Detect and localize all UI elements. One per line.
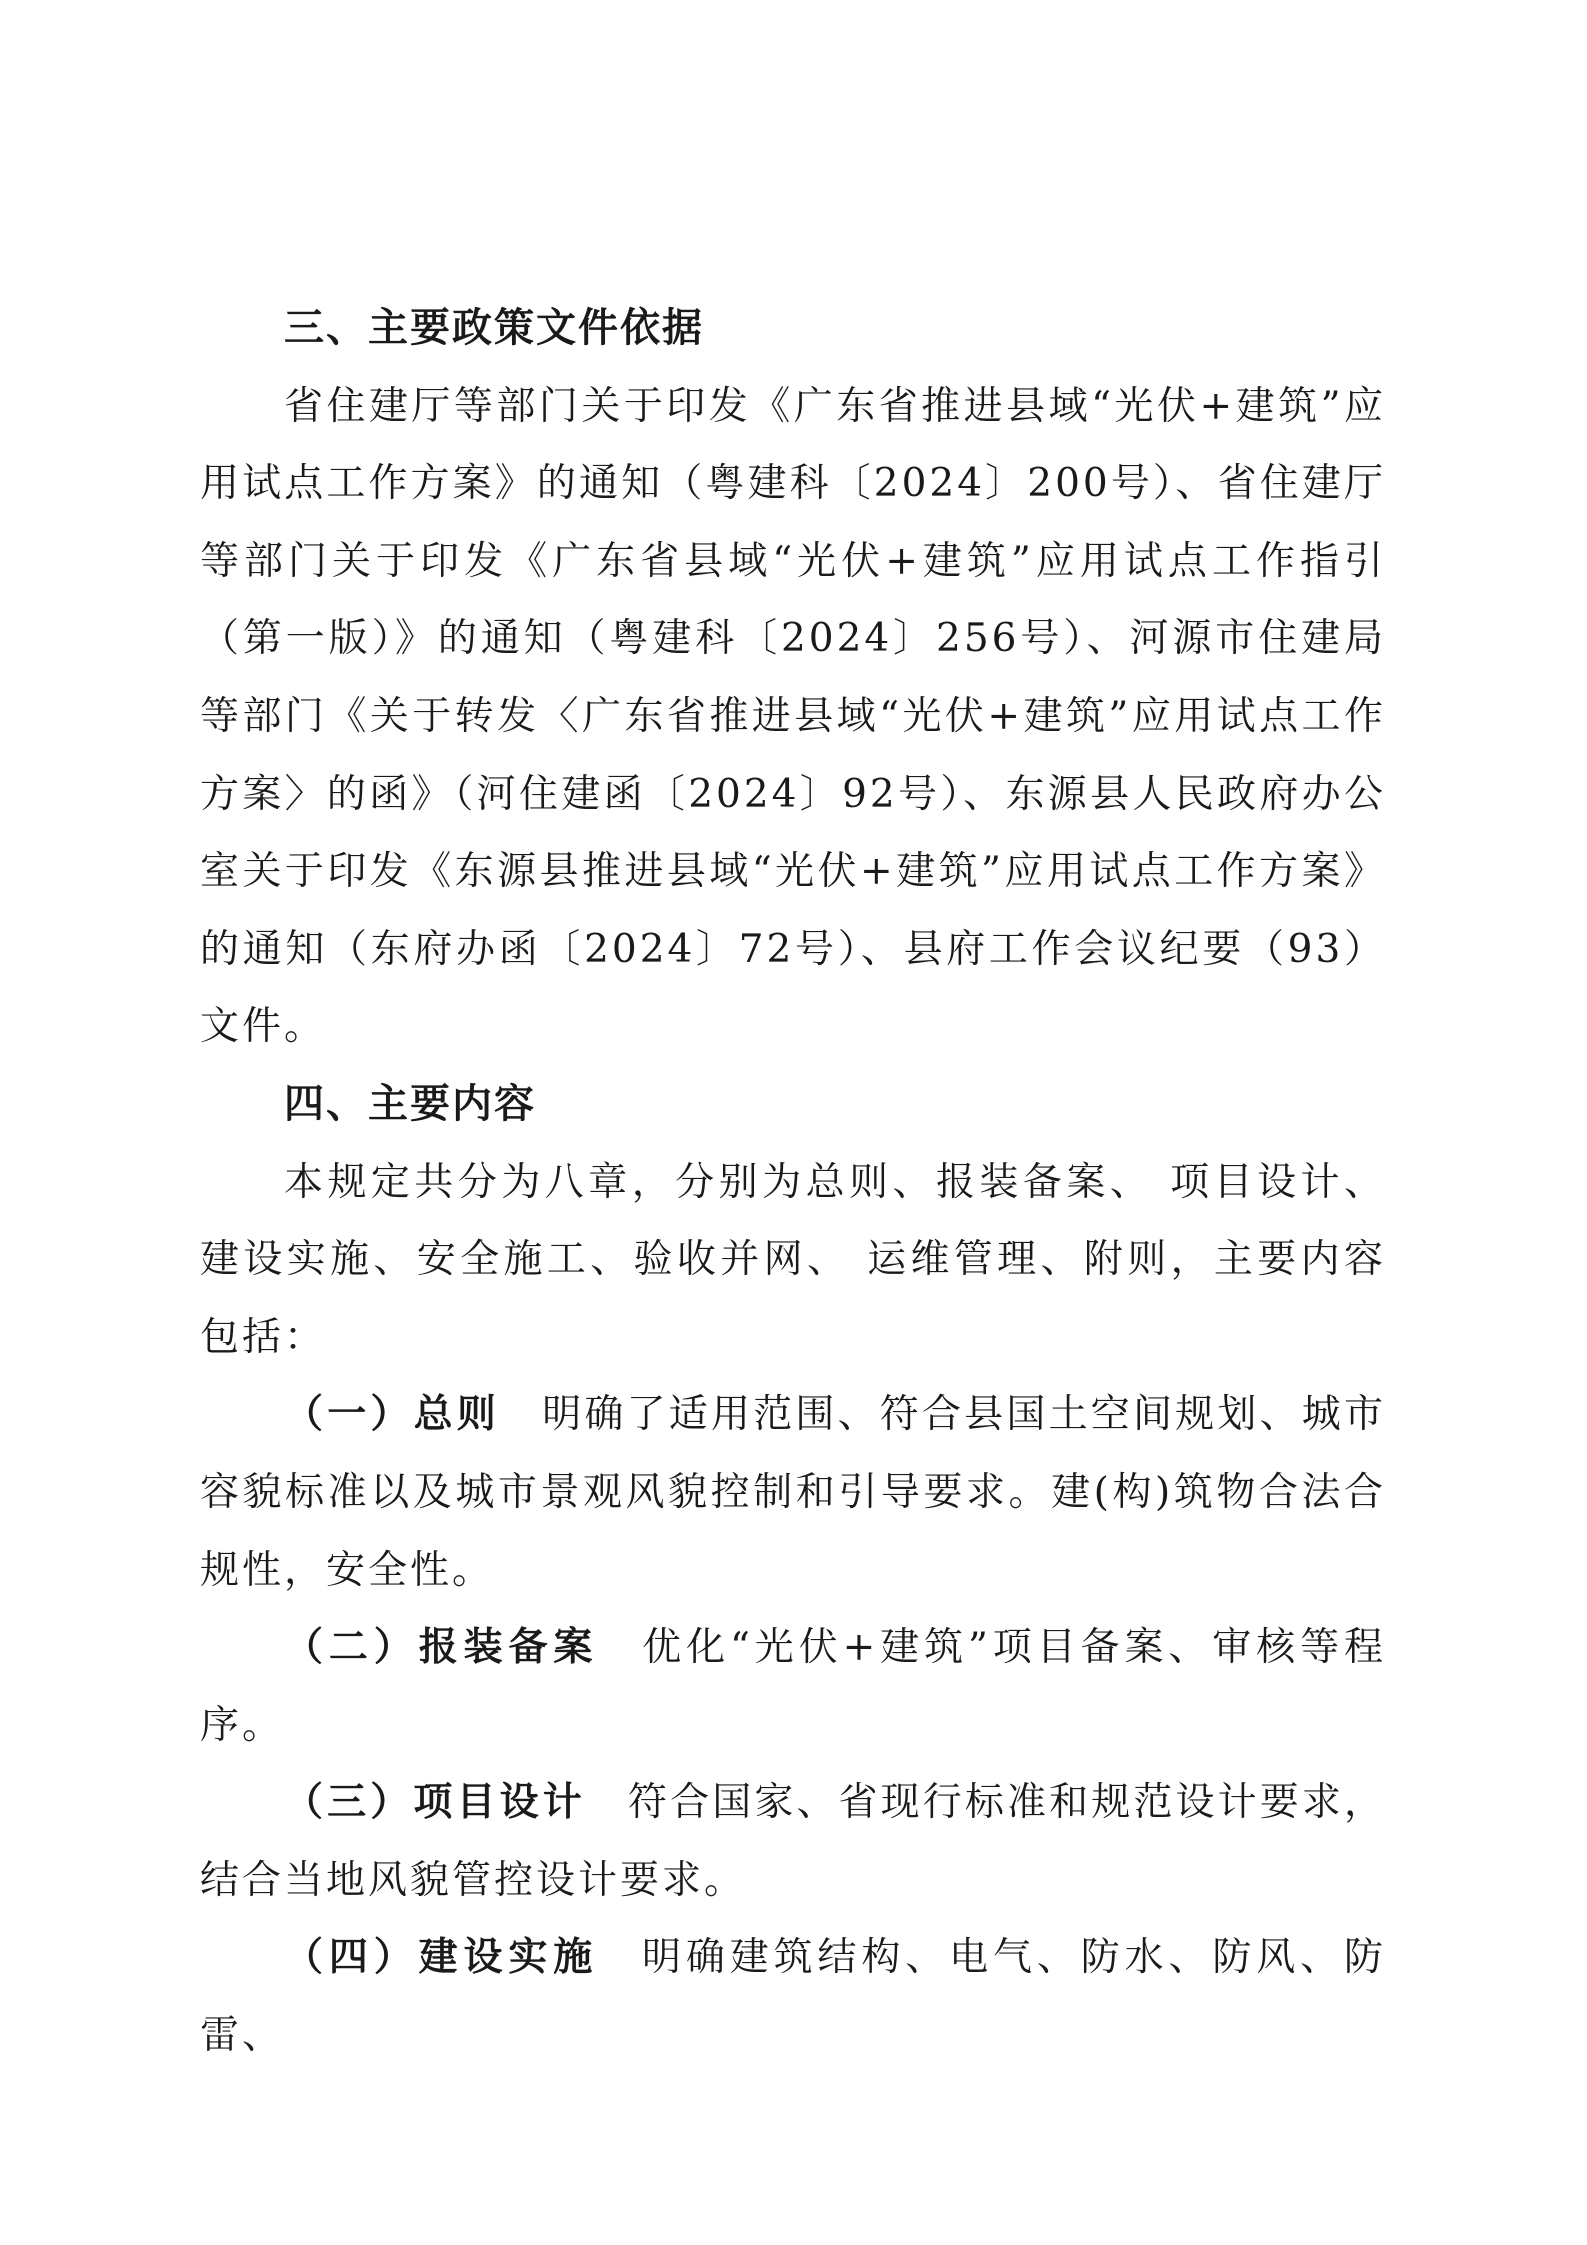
- item-body: 明确建筑结构、电气、防水、防风、防雷、: [200, 1935, 1386, 2059]
- item-lead: （一）总则: [284, 1391, 500, 1438]
- section-heading-main-content: 四、主要内容: [284, 1080, 536, 1127]
- item-project-design: [200, 1764, 1386, 1919]
- item-body: 优化“光伏+建筑”项目备案、审核等程序。: [200, 1625, 1386, 1748]
- policy-basis-paragraph: 省住建厅等部门关于印发《广东省推进县域“光伏+建筑”应用试点工作方案》的通知（粤建科〔2024〕200号）、省住建厅等部门关于印发《广东省县域“光伏+建筑”应用试点工作指引（第一版）》的通知（粤建科〔2024〕256号）、河源市住建局等部门《关于转发〈广东省推进县域“光伏+建筑”应用试点工作方案〉的函》（河住建函〔2024〕92号）、东源县人民政府办公室关于印发《东源县推进县域“光伏+建筑”应用试点工作方案》的通知（东府办函〔2024〕72号）、县府工作会议纪要（93）文件。: [200, 383, 1386, 1050]
- section-heading-policy-basis: 三、主要政策文件依据: [284, 305, 704, 351]
- item-general-provisions: [200, 1376, 1386, 1609]
- item-body: 明确了适用范围、符合县国土空间规划、城市容貌标准以及城市景观风貌控制和引导要求。建(构)筑物合法合规性，安全性。: [200, 1392, 1386, 1593]
- item-body: 符合国家、省现行标准和规范设计要求，结合当地风貌管控设计要求。: [200, 1780, 1386, 1903]
- item-lead: （二）报装备案: [284, 1624, 599, 1671]
- item-lead: （三）项目设计: [284, 1779, 586, 1826]
- item-lead: （四）建设实施: [284, 1934, 599, 1981]
- main-content-intro: 本规定共分为八章，分别为总则、报装备案、 项目设计、建设实施、安全施工、验收并网、 运维管理、附则，主要内容包括：: [200, 1159, 1386, 1360]
- item-filing-registration: [200, 1609, 1386, 1764]
- document-body: [200, 290, 1386, 2075]
- item-construction-implementation: [200, 1919, 1386, 2074]
